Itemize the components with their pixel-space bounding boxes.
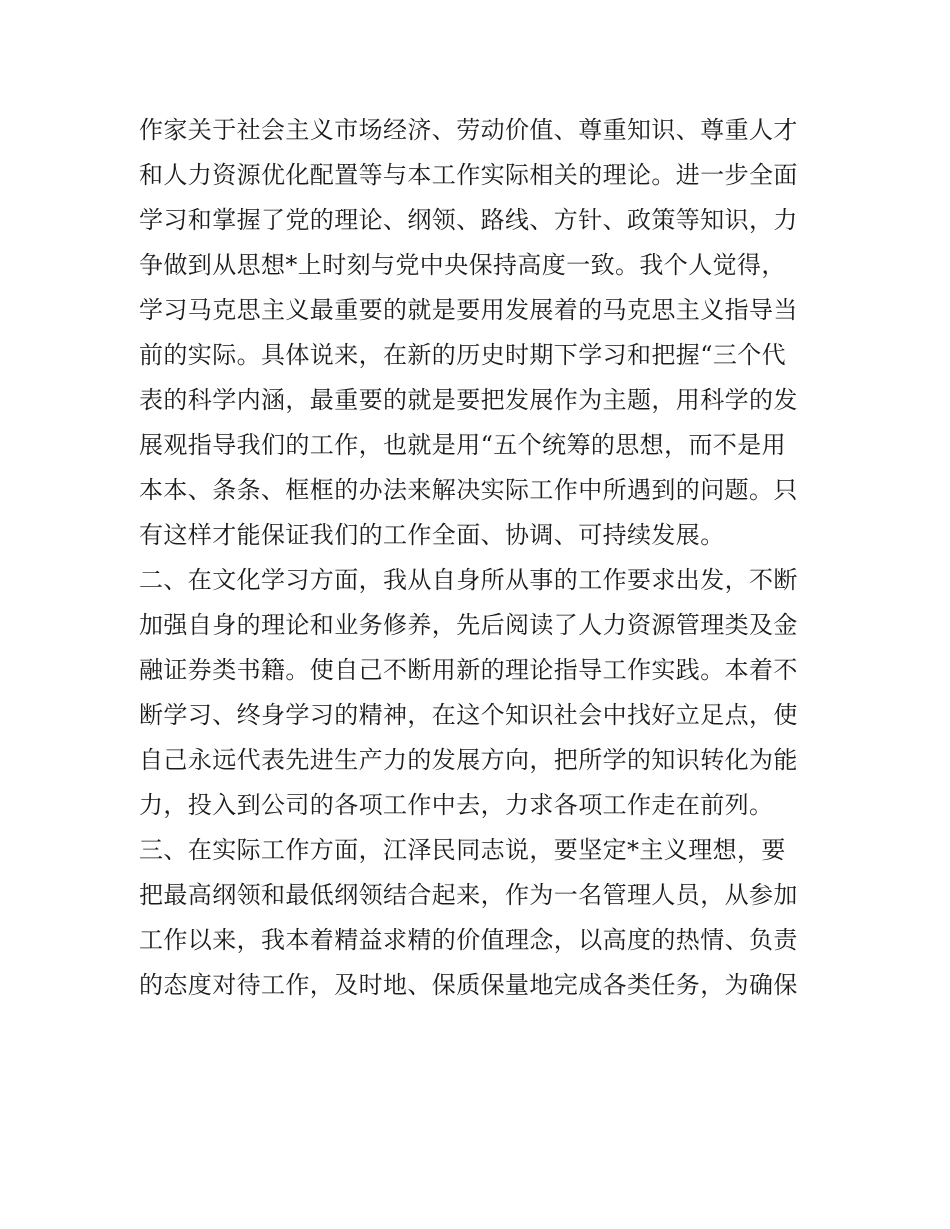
text-line: 力，投入到公司的各项工作中去，力求各项工作走在前列。 — [139, 791, 774, 819]
text-line: 表的科学内涵，最重要的就是要把发展作为主题，用科学的发 — [139, 386, 798, 414]
text-line: 二、在文化学习方面，我从自身所从事的工作要求出发，不断 — [139, 566, 798, 594]
text-line: 争做到从思想*上时刻与党中央保持高度一致。我个人觉得， — [139, 251, 786, 279]
text-line: 加强自身的理论和业务修养，先后阅读了人力资源管理类及金 — [139, 611, 798, 639]
text-line: 学习和掌握了党的理论、纲领、路线、方针、政策等知识，力 — [139, 206, 798, 234]
text-line: 的态度对待工作，及时地、保质保量地完成各类任务，为确保 — [139, 971, 798, 999]
text-line: 本本、条条、框框的办法来解决实际工作中所遇到的问题。只 — [139, 476, 798, 504]
text-line: 学习马克思主义最重要的就是要用发展着的马克思主义指导当 — [139, 296, 798, 324]
text-line: 前的实际。具体说来，在新的历史时期下学习和把握“三个代 — [139, 341, 787, 369]
text-line: 融证券类书籍。使自己不断用新的理论指导工作实践。本着不 — [139, 656, 798, 684]
text-line: 展观指导我们的工作，也就是用“五个统筹的思想，而不是用 — [139, 431, 787, 459]
text-line: 自己永远代表先进生产力的发展方向，把所学的知识转化为能 — [139, 746, 798, 774]
text-line: 工作以来，我本着精益求精的价值理念，以高度的热情、负责 — [139, 926, 798, 954]
text-line: 把最高纲领和最低纲领结合起来，作为一名管理人员，从参加 — [139, 881, 798, 909]
body-text — [139, 108, 819, 1008]
text-line: 三、在实际工作方面，江泽民同志说，要坚定*主义理想，要 — [139, 836, 786, 864]
text-line: 断学习、终身学习的精神，在这个知识社会中找好立足点，使 — [139, 701, 798, 729]
text-line: 有这样才能保证我们的工作全面、协调、可持续发展。 — [139, 521, 725, 549]
text-line: 作家关于社会主义市场经济、劳动价值、尊重知识、尊重人才 — [139, 116, 798, 144]
text-line: 和人力资源优化配置等与本工作实际相关的理论。进一步全面 — [139, 161, 798, 189]
